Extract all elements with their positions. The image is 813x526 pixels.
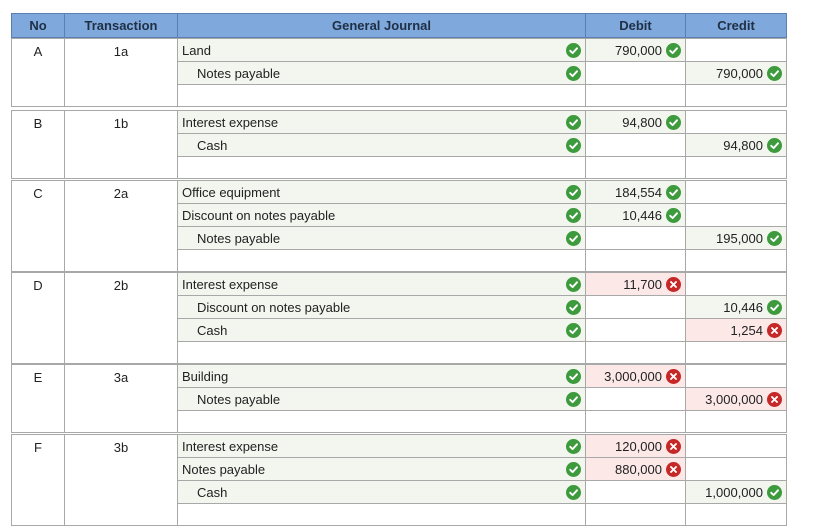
account-name[interactable]: Notes payable [197,231,281,246]
debit-column [585,180,686,272]
header-no: No [11,13,65,38]
transaction-id: 2a [113,186,129,201]
credit-input[interactable] [686,365,786,388]
journal-entry [11,38,787,107]
entry-letter: F [34,440,42,455]
check-icon [666,43,681,58]
check-icon [566,462,581,477]
account-row[interactable] [178,388,585,411]
cross-icon [666,277,681,292]
cross-icon [666,369,681,384]
entry-no-cell [11,434,65,526]
credit-input[interactable] [686,134,786,157]
debit-amount[interactable]: 880,000 [615,462,662,477]
debit-amount[interactable]: 3,000,000 [604,369,662,384]
entry-letter: C [33,186,43,201]
credit-input[interactable] [686,435,786,458]
credit-input[interactable] [686,388,786,411]
account-row[interactable] [178,39,585,62]
header-credit: Credit [685,13,787,38]
debit-amount[interactable]: 10,446 [622,208,662,223]
journal-entry [11,272,787,364]
account-column [177,180,586,272]
transaction-id: 3b [113,440,129,455]
table-header [11,13,787,38]
account-row[interactable] [178,481,585,504]
credit-amount[interactable]: 10,446 [723,300,763,315]
check-icon [767,66,782,81]
check-icon [566,231,581,246]
account-column [177,434,586,526]
account-row[interactable] [178,204,585,227]
check-icon [767,300,782,315]
debit-column [585,364,686,433]
check-icon [566,323,581,338]
debit-input[interactable] [586,111,685,134]
account-column [177,364,586,433]
account-column [177,272,586,364]
check-icon [566,208,581,223]
credit-input[interactable] [686,273,786,296]
account-row[interactable] [178,134,585,157]
transaction-id: 1a [113,44,129,59]
account-name[interactable]: Discount on notes payable [182,208,336,223]
account-name[interactable]: Interest expense [182,115,279,130]
transaction-cell [64,110,178,179]
debit-input[interactable] [586,458,685,481]
debit-input[interactable] [586,481,685,504]
cross-icon [767,392,782,407]
check-icon [767,138,782,153]
debit-column [585,110,686,179]
account-column [177,38,586,107]
cross-icon [666,462,681,477]
cross-icon [666,439,681,454]
account-row[interactable] [178,273,585,296]
debit-amount[interactable]: 790,000 [615,43,662,58]
debit-amount[interactable]: 184,554 [615,185,662,200]
credit-input[interactable] [686,204,786,227]
debit-input[interactable] [586,388,685,411]
check-icon [566,138,581,153]
credit-column [685,364,787,433]
entry-letter: B [33,116,43,131]
credit-amount[interactable]: 1,254 [730,323,763,338]
account-name[interactable]: Cash [197,485,228,500]
account-row[interactable] [178,458,585,481]
entry-no-cell [11,180,65,272]
transaction-cell [64,38,178,107]
check-icon [666,208,681,223]
debit-column [585,272,686,364]
check-icon [767,485,782,500]
entry-letter: D [33,278,43,293]
check-icon [666,185,681,200]
entry-no-cell [11,364,65,433]
credit-input[interactable] [686,39,786,62]
credit-amount[interactable]: 94,800 [723,138,763,153]
account-name[interactable]: Discount on notes payable [197,300,351,315]
debit-column [585,38,686,107]
account-name[interactable]: Cash [197,138,228,153]
check-icon [767,231,782,246]
account-row[interactable] [178,319,585,342]
check-icon [666,115,681,130]
cross-icon [767,323,782,338]
credit-column [685,180,787,272]
entry-no-cell [11,272,65,364]
debit-input[interactable] [586,39,685,62]
transaction-cell [64,434,178,526]
entry-no-cell [11,38,65,107]
transaction-id: 3a [113,370,129,385]
credit-column [685,272,787,364]
account-column [177,110,586,179]
journal-entry [11,180,787,272]
account-row[interactable] [178,365,585,388]
debit-input[interactable] [586,134,685,157]
credit-input[interactable] [686,319,786,342]
check-icon [566,485,581,500]
credit-amount[interactable]: 1,000,000 [705,485,763,500]
check-icon [566,185,581,200]
credit-amount[interactable]: 790,000 [716,66,763,81]
journal-entry [11,110,787,179]
transaction-id: 2b [113,278,129,293]
debit-input[interactable] [586,435,685,458]
credit-input[interactable] [686,481,786,504]
account-name[interactable]: Building [182,369,229,384]
account-name[interactable]: Land [182,43,211,58]
debit-amount[interactable]: 120,000 [615,439,662,454]
header-transaction: Transaction [64,13,178,38]
transaction-cell [64,364,178,433]
account-name[interactable]: Interest expense [182,439,279,454]
account-row[interactable] [178,296,585,319]
credit-input[interactable] [686,181,786,204]
debit-amount[interactable]: 94,800 [622,115,662,130]
debit-input[interactable] [586,319,685,342]
transaction-cell [64,180,178,272]
account-row[interactable] [178,227,585,250]
credit-input[interactable] [686,458,786,481]
credit-column [685,434,787,526]
check-icon [566,439,581,454]
account-name[interactable]: Notes payable [182,462,266,477]
credit-amount[interactable]: 3,000,000 [705,392,763,407]
account-row[interactable] [178,181,585,204]
credit-input[interactable] [686,111,786,134]
account-row[interactable] [178,62,585,85]
debit-input[interactable] [586,227,685,250]
account-name[interactable]: Interest expense [182,277,279,292]
debit-input[interactable] [586,62,685,85]
account-row[interactable] [178,435,585,458]
account-name[interactable]: Notes payable [197,392,281,407]
entry-letter: E [33,370,43,385]
debit-input[interactable] [586,296,685,319]
debit-input[interactable] [586,181,685,204]
credit-input[interactable] [686,227,786,250]
journal-entry [11,434,787,526]
account-name[interactable]: Notes payable [197,66,281,81]
credit-input[interactable] [686,62,786,85]
header-general-journal: General Journal [177,13,586,38]
entry-no-cell [11,110,65,179]
credit-amount[interactable]: 195,000 [716,231,763,246]
credit-column [685,110,787,179]
transaction-cell [64,272,178,364]
account-name[interactable]: Office equipment [182,185,281,200]
debit-input[interactable] [586,204,685,227]
transaction-id: 1b [113,116,129,131]
check-icon [566,66,581,81]
journal-entry [11,364,787,433]
check-icon [566,392,581,407]
check-icon [566,369,581,384]
credit-column [685,38,787,107]
header-debit: Debit [585,13,686,38]
check-icon [566,300,581,315]
account-name[interactable]: Cash [197,323,228,338]
debit-input[interactable] [586,365,685,388]
check-icon [566,43,581,58]
account-row[interactable] [178,111,585,134]
debit-column [585,434,686,526]
check-icon [566,277,581,292]
debit-amount[interactable]: 11,700 [623,277,662,292]
debit-input[interactable] [586,273,685,296]
check-icon [566,115,581,130]
credit-input[interactable] [686,296,786,319]
entry-letter: A [33,44,43,59]
